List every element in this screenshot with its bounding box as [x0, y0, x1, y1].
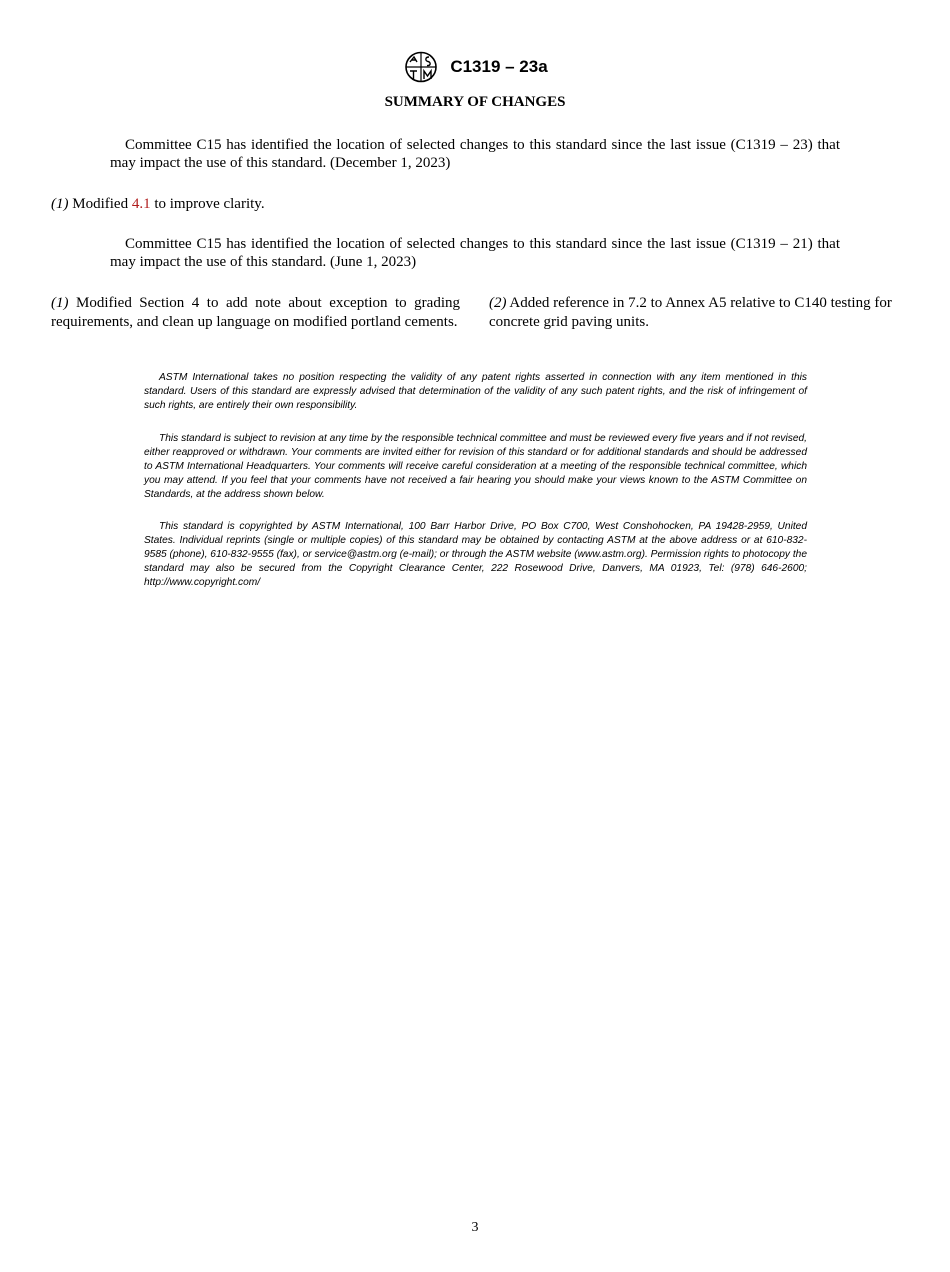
item-text: Modified Section 4 to add note about exception to grading requirements, and clean up language on modified portland cements. — [51, 295, 460, 330]
item-number: (1) — [51, 196, 69, 212]
patent-notice: ASTM International takes no position respecting the validity of any patent rights asserted in connection with any item mentioned in this standard. Users of this standard are expressly advised that determination of the validity of any such patent rights, and the risk of infringement of such rights, are entirely their own responsibility. — [144, 372, 807, 411]
item-number: (1) — [51, 295, 69, 311]
section1-change-item-1 — [51, 195, 265, 214]
section2-change-item-1 — [51, 294, 460, 332]
item-text: Added reference in 7.2 to Annex A5 relative to C140 testing for concrete grid paving units. — [489, 295, 892, 330]
astm-logo-icon — [402, 50, 440, 84]
page-header — [0, 50, 950, 84]
page-number: 3 — [471, 1220, 479, 1235]
revision-notice: This standard is subject to revision at any time by the responsible technical committee and must be reviewed every five years and if not revised, either reapproved or withdrawn. Your comments are invited either for revision of this standard or for additional standards and should be addressed to ASTM International Headquarters. Your comments will receive careful consideration at a meeting of the responsible technical committee, which you may attend. If you feel that your comments have not received a fair hearing you should make your views known to the ASTM Committee on Standards, at the address shown below. — [144, 433, 807, 500]
item-number: (2) — [489, 295, 507, 311]
page-title: SUMMARY OF CHANGES — [384, 94, 566, 110]
item-text-post: to improve clarity. — [150, 196, 265, 212]
copyright-notice: This standard is copyrighted by ASTM International, 100 Barr Harbor Drive, PO Box C700, West Conshohocken, PA 19428-2959, United States. Individual reprints (single or multiple copies) of this standard may be obtained by contacting ASTM at the above address or at 610-832-9585 (phone), 610-832-9555 (fax), or service@astm.org (e-mail); or through the ASTM website (www.astm.org). Permission rights to photocopy the standard may also be secured from the Copyright Clearance Center, 222 Rosewood Drive, Danvers, MA 01923, Tel: (978) 646-2600; http://www.copyright.com/ — [144, 521, 807, 588]
item-text-pre: Modified — [68, 196, 132, 212]
section-4-1-link[interactable]: 4.1 — [131, 196, 151, 212]
section2-change-item-2 — [489, 294, 909, 332]
standard-designation: C1319 – 23a — [450, 57, 548, 76]
section1-intro: Committee C15 has identified the location of selected changes to this standard since the last issue (C1319 – 23) that may impact the use of this standard. (December 1, 2023) — [110, 137, 840, 171]
section2-intro: Committee C15 has identified the location of selected changes to this standard since the last issue (C1319 – 21) that may impact the use of this standard. (June 1, 2023) — [110, 236, 840, 270]
